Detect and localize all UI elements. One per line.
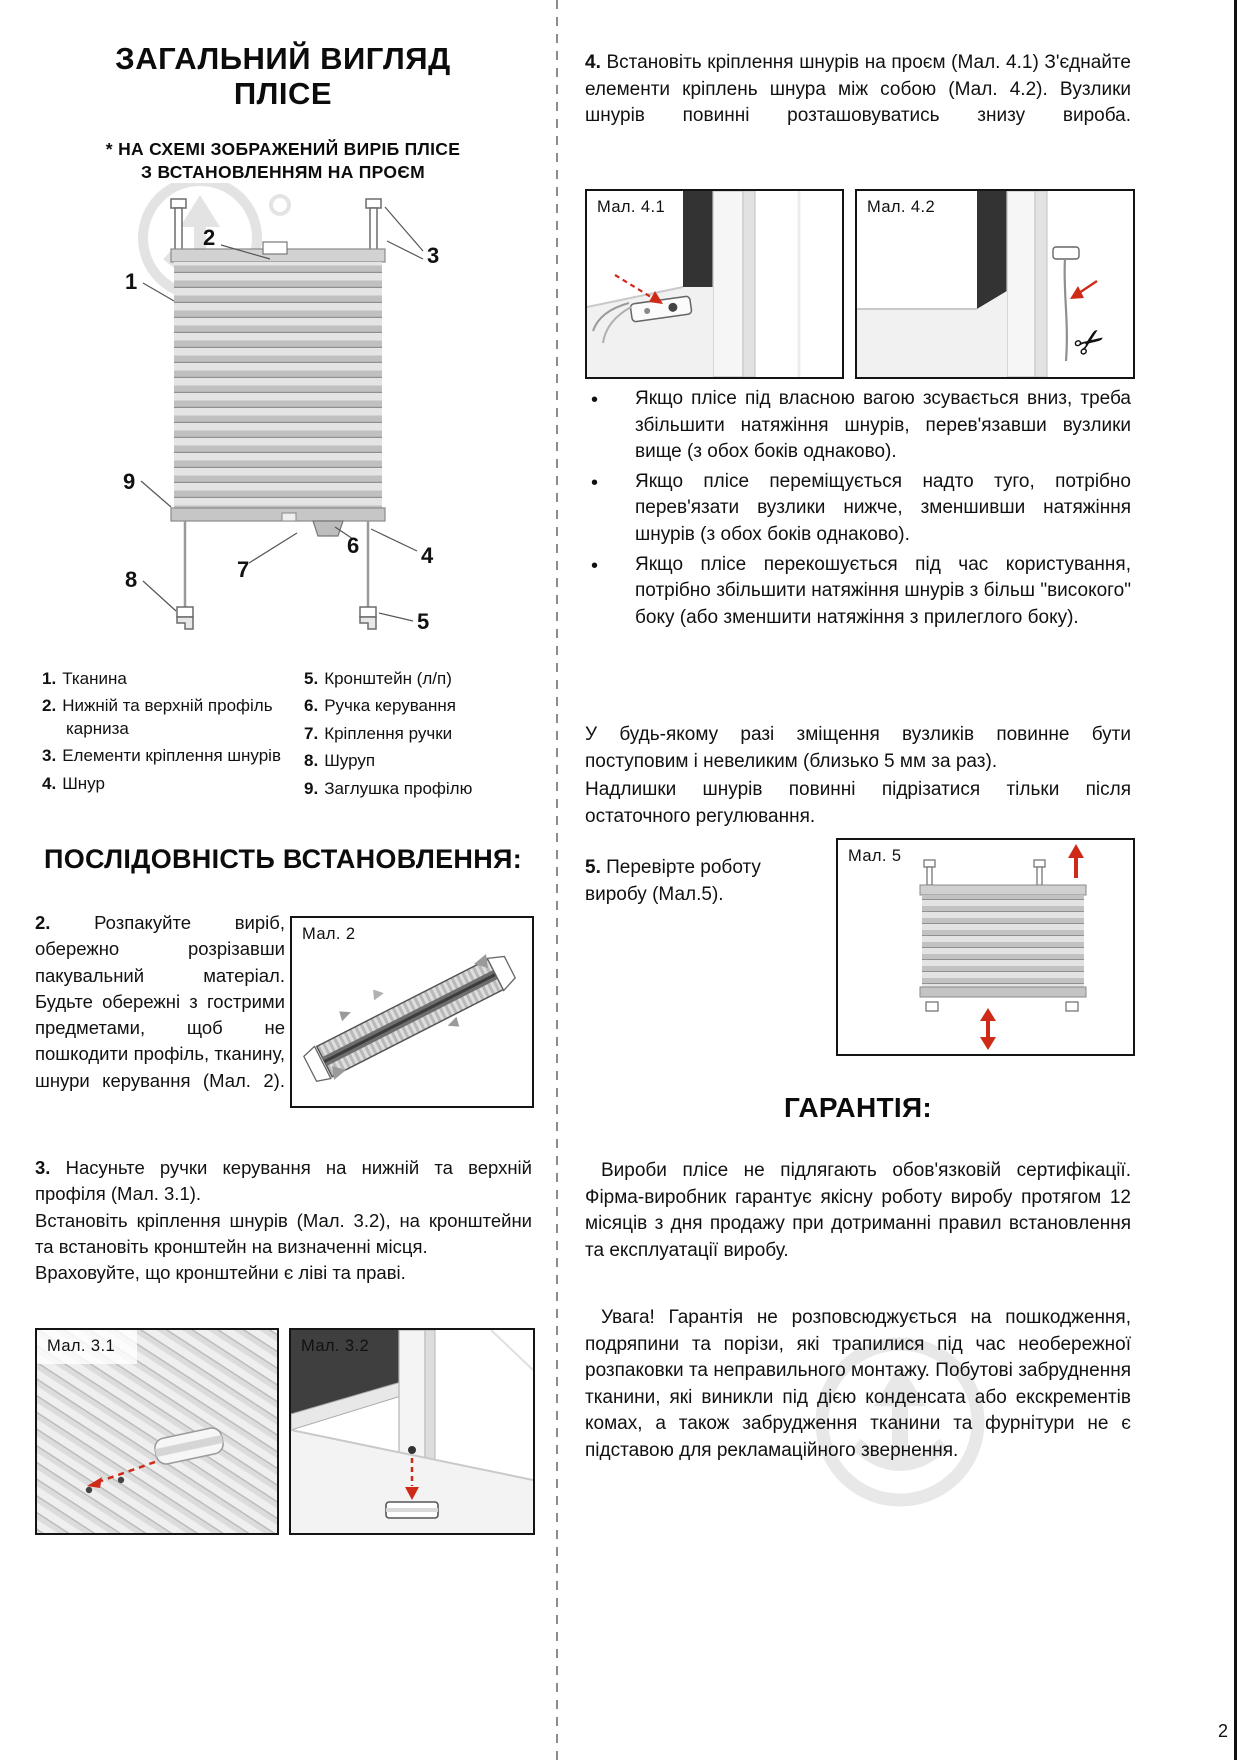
figure-3-2-drawing <box>291 1330 533 1533</box>
legend-number: 4. <box>42 773 57 793</box>
figure-2 <box>290 916 534 1108</box>
warranty-paragraph-2: Увага! Гарантія не розповсюджується на пошкодження, подряпини та порізи, які трапилися під час необережної розпаковки та неправильного монтажу. Побутові забруднення тканини, які виникли під дією конденсата або екскрементів комах, а також забрудження тканини та фурнітури не є підставою для рекламаційного звернення. <box>585 1307 1131 1461</box>
step-5-number: 5. <box>585 857 601 878</box>
step-4-number: 4. <box>585 52 601 73</box>
installation-heading: ПОСЛІДОВНІСТЬ ВСТАНОВЛЕННЯ: <box>43 844 522 874</box>
step-4-body: Встановіть кріплення шнурів на проєм (Мал. 4.1) З'єднайте елементи кріплень шнура між собою (Мал. 4.2). Вузлики шнурів повинні розташовуватись знизу вироба. <box>585 52 1131 127</box>
window-glass <box>977 191 1007 309</box>
legend-column-2 <box>304 668 529 805</box>
bottom-profile <box>171 508 385 521</box>
bottom-brackets <box>926 1002 1078 1011</box>
step-5-text <box>585 855 827 914</box>
figure-4-2 <box>855 189 1135 379</box>
figure-3-1 <box>35 1328 279 1535</box>
legend-number: 5. <box>304 669 319 688</box>
diagram-legend <box>42 668 534 805</box>
legend-item-8 <box>304 750 529 772</box>
figure-3-2-label: Мал. 3.2 <box>301 1337 370 1355</box>
warranty-paragraph-1: Вироби плісе не підлягають обов'язковій сертифікації. Фірма-виробник гарантує якісну роботу виробу протягом 12 місяців з дня продажу при дотриманні правил встановлення та експлуатації виробу. <box>585 1160 1131 1261</box>
legend-item-6 <box>304 695 529 717</box>
legend-item-5 <box>304 668 529 690</box>
adjustment-bullet-list <box>585 386 1131 634</box>
bullet-item-2: • Якщо плісе переміщується надто туго, потрібно перев'язати вузлики нижче, зменшивши натяжіння шнурів (з обох боків однаково). <box>585 469 1131 549</box>
step-3-body-3: Враховуйте, що кронштейни є ліві та праві. <box>35 1262 406 1284</box>
figure-4-1-drawing <box>587 191 842 377</box>
overview-subtitle-line2: З ВСТАНОВЛЕННЯМ НА ПРОЄМ <box>141 161 425 182</box>
handle-mount <box>263 242 287 254</box>
window-frame-edge <box>425 1330 435 1476</box>
legend-number: 3. <box>42 746 57 766</box>
bottom-profile <box>920 987 1086 997</box>
step-3-number: 3. <box>35 1157 51 1178</box>
legend-label: Заглушка профілю <box>324 778 473 798</box>
legend-label: Тканина <box>62 669 127 688</box>
callout-7: 7 <box>237 557 250 582</box>
figure-2-drawing <box>292 918 532 1106</box>
step-2-number: 2. <box>35 912 51 933</box>
handle-clip <box>282 513 296 521</box>
legend-number: 1. <box>42 669 57 688</box>
note-2: Надлишки шнурів повинні підрізатися тільки після остаточного регулювання. <box>585 779 1131 827</box>
figure-3-2 <box>289 1328 535 1535</box>
legend-number: 9. <box>304 778 319 798</box>
overview-title-line1: ЗАГАЛЬНИЙ ВИГЛЯД <box>115 41 451 76</box>
overview-subtitle-line1: * НА СХЕМІ ЗОБРАЖЕНИЙ ВИРІБ ПЛІСЕ <box>105 139 461 159</box>
step-2-text <box>35 910 285 1100</box>
screw <box>408 1446 416 1454</box>
legend-label: Елементи кріплення шнурів <box>62 746 281 766</box>
figure-3-1-drawing <box>37 1330 277 1533</box>
legend-item-9 <box>304 778 529 800</box>
overview-subtitle <box>35 138 531 184</box>
step-3-body-1: Насуньте ручки керування на нижній та верхній профіля (Мал. 3.1). <box>35 1157 533 1205</box>
callout-1: 1 <box>125 269 138 294</box>
callout-4: 4 <box>421 543 434 568</box>
callout-9: 9 <box>123 469 136 494</box>
callout-3: 3 <box>427 243 440 268</box>
page-number: 2 <box>1217 1721 1228 1741</box>
figure-2-label: Мал. 2 <box>302 925 356 943</box>
adjustment-notes <box>585 722 1131 836</box>
figure-4-2-drawing <box>857 191 1133 377</box>
window-frame <box>1007 191 1035 377</box>
top-profile <box>920 885 1086 895</box>
overview-title <box>35 42 531 111</box>
scissors-icon: ✂ <box>1065 316 1114 368</box>
figure-4-2-label: Мал. 4.2 <box>867 198 936 216</box>
legend-item-7 <box>304 723 529 745</box>
rolled-blind <box>292 930 523 1096</box>
figure-4-1 <box>585 189 844 379</box>
legend-item-4 <box>42 773 304 795</box>
figure-5-label: Мал. 5 <box>848 847 902 865</box>
legend-number: 8. <box>304 751 319 771</box>
warranty-paragraph-1-wrap <box>585 1158 1131 1270</box>
cord-bracket <box>386 1502 438 1518</box>
pleated-fabric <box>174 262 382 508</box>
step-3-body-2: Встановіть кріплення шнурів (Мал. 3.2), на кронштейни та встановіть кронштейн на визначенні місця. <box>35 1209 532 1257</box>
note-1: У будь-якому разі зміщення вузликів повинне бути поступовим і невеликим (близько 5 мм за раз). <box>585 724 1131 772</box>
bottom-brackets <box>177 607 376 629</box>
bullet-item-1: • Якщо плісе під власною вагою зсувається вниз, треба збільшити натяжіння шнурів, перев'язавши вузлики вище (з обох боків однаково). <box>585 386 1131 466</box>
figure-5 <box>836 838 1135 1056</box>
legend-number: 2. <box>42 696 57 716</box>
warranty-paragraph-2-wrap <box>585 1305 1131 1471</box>
window-frame-edge <box>1035 191 1047 377</box>
cords <box>185 521 368 607</box>
legend-column-1 <box>42 668 304 805</box>
callout-8: 8 <box>125 567 138 592</box>
legend-label: Кронштейн (л/п) <box>324 669 452 688</box>
window-frame-edge <box>743 191 755 377</box>
pleated-fabric <box>922 895 1084 987</box>
column-divider-dashed-line <box>556 0 558 1760</box>
top-mounting-hooks <box>924 860 1045 885</box>
control-handle <box>313 521 343 536</box>
callout-6: 6 <box>347 533 360 558</box>
warranty-heading: ГАРАНТІЯ: <box>783 1092 933 1123</box>
callout-5: 5 <box>417 609 430 634</box>
cord-fastener <box>1053 247 1079 259</box>
screw-hole <box>118 1477 124 1483</box>
figure-4-1-label: Мал. 4.1 <box>597 198 666 216</box>
legend-label: Ручка керування <box>324 696 456 716</box>
legend-item-2 <box>42 695 304 740</box>
figure-5-drawing <box>838 840 1133 1054</box>
legend-item-1 <box>42 668 304 690</box>
legend-number: 7. <box>304 723 319 743</box>
product-diagram-svg <box>35 183 531 663</box>
legend-label: Шнур <box>62 773 105 793</box>
legend-label: Кріплення ручки <box>324 723 453 743</box>
legend-number: 6. <box>304 696 319 716</box>
step-3-text <box>35 1155 532 1292</box>
legend-label: Нижній та верхній профіль карниза <box>62 696 273 738</box>
screw-hole <box>86 1487 92 1493</box>
bullet-item-3: • Якщо плісе перекошується під час користування, потрібно збільшити натяжіння шнурів з більш "високого" боку (або зменшити натяжіння з прилеглого боку). <box>585 552 1131 632</box>
window-frame <box>713 191 743 377</box>
overview-title-line2: ПЛІСЕ <box>233 75 333 111</box>
step-2-body: Розпакуйте виріб, обережно розрізавши пакувальний матеріал. Будьте обережні з гострими предметами, щоб не пошкодити профіль, тканину, шнури керування (Мал. 2). <box>35 912 285 1091</box>
step-5-body: Перевірте роботу виробу (Мал.5). <box>585 857 761 905</box>
legend-label: Шуруп <box>324 751 376 771</box>
product-diagram <box>35 183 531 663</box>
step-4-text <box>585 50 1131 130</box>
page-right-rule <box>1234 0 1237 1760</box>
callout-2: 2 <box>203 225 216 250</box>
legend-item-3 <box>42 745 304 767</box>
figure-3-1-label: Мал. 3.1 <box>47 1337 116 1355</box>
